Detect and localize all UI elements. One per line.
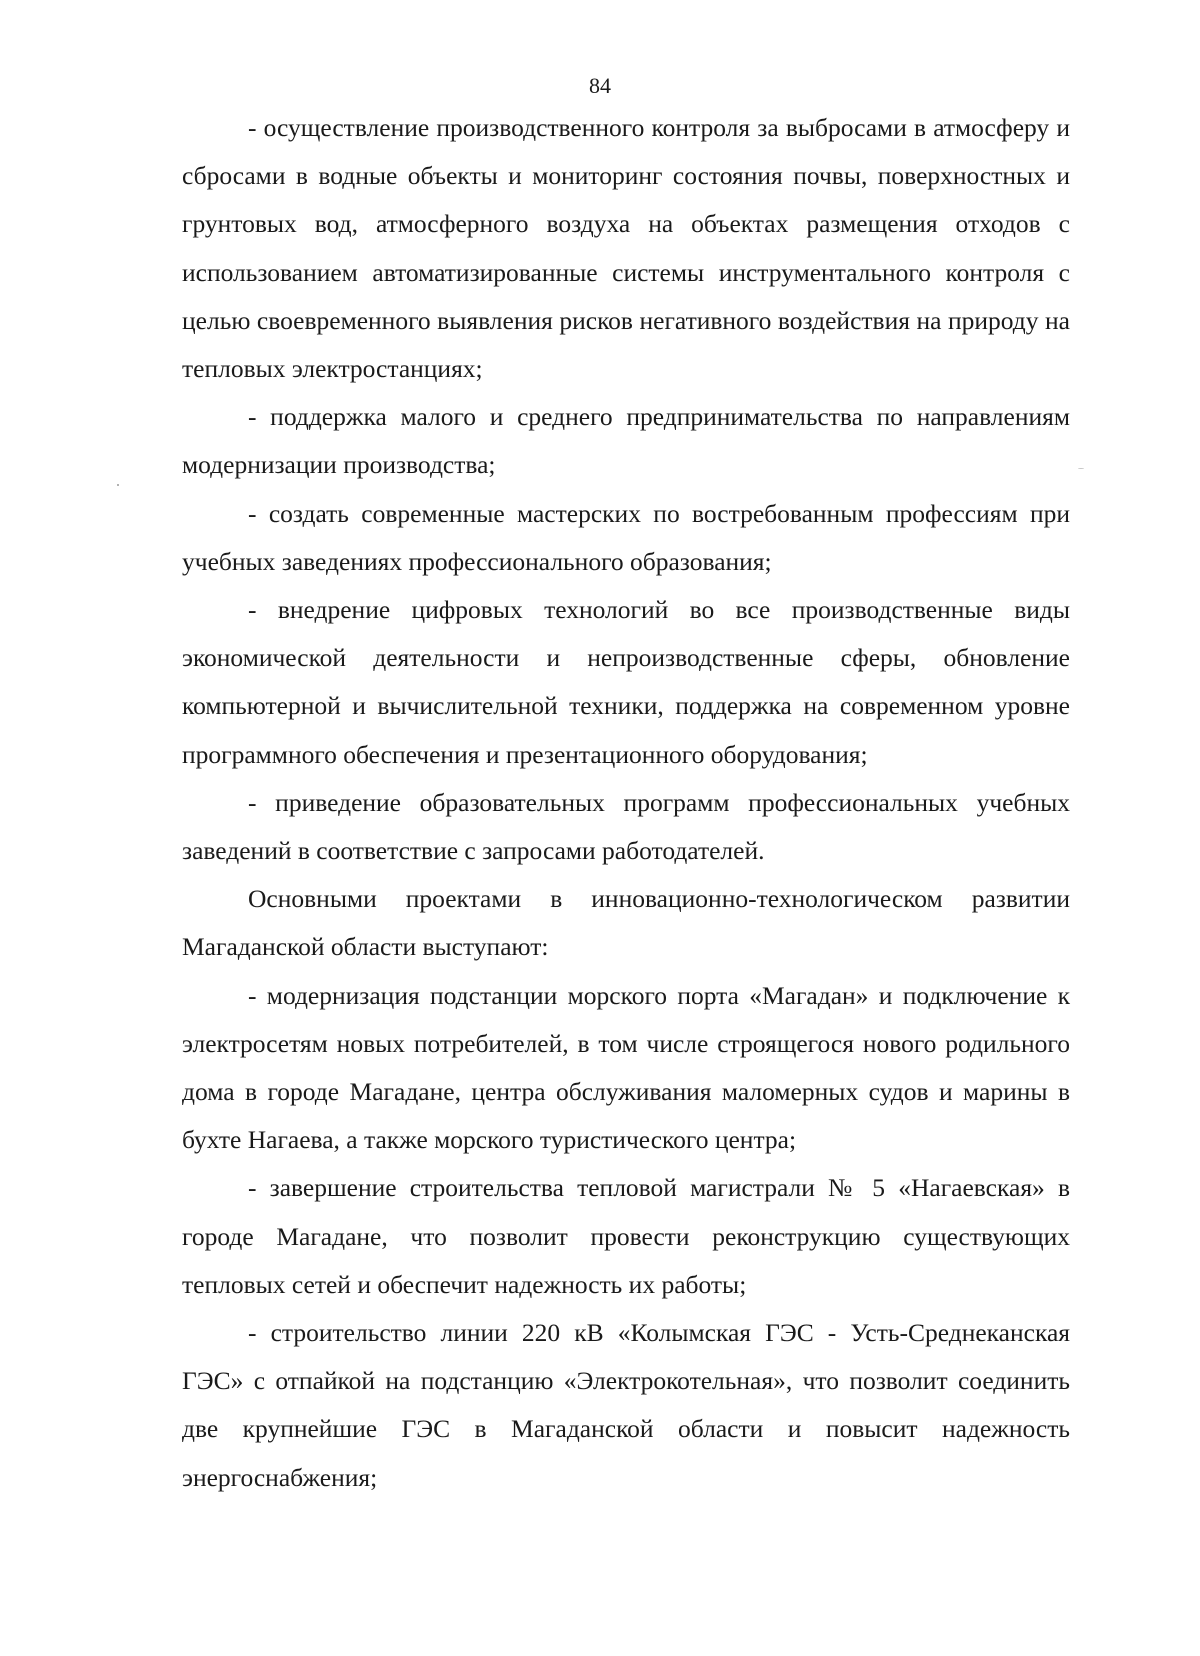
page-number: 84: [589, 73, 611, 98]
scan-speck: [117, 484, 119, 486]
paragraph-main-projects-intro: Основными проектами в инновационно-технологическом развитии Магаданской области выступают:: [182, 884, 1070, 962]
paragraph-education-programs: - приведение образовательных программ профессиональных учебных заведений в соответствие с запросами работодателей.: [182, 787, 1070, 866]
paragraph-digital-technologies: - внедрение цифровых технологий во все производственные виды экономической деятельности и непроизводственные сферы, обновление компьютерной и вычислительной техники, поддержка на современном уровне программного обеспечения и презентационного оборудования;: [182, 595, 1070, 769]
paragraph-power-line: - строительство линии 220 кВ «Колымская ГЭС - Усть-Среднеканская ГЭС» с отпайкой на подстанцию «Электрокотельная», что позволит соединить две крупнейшие ГЭС в Магаданской области и повысит надежность энергоснабжения;: [182, 1318, 1070, 1492]
paragraph-small-business-support: - поддержка малого и среднего предпринимательства по направлениям модернизации производства;: [182, 402, 1070, 480]
paragraph-production-control: - осуществление производственного контроля за выбросами в атмосферу и сбросами в водные объекты и мониторинг состояния почвы, поверхностных и грунтовых вод, атмосферного воздуха на объектах размещения отходов с использованием автоматизированные системы инструментального контроля с целью своевременного выявления рисков негативного воздействия на природу на тепловых электростанциях;: [182, 113, 1070, 384]
paragraph-workshops: - создать современные мастерских по востребованным профессиям при учебных заведениях профессионального образования;: [182, 498, 1070, 576]
paragraph-heat-main: - завершение строительства тепловой магистрали № 5 «Нагаевская» в городе Магадане, что позволит провести реконструкцию существующих тепловых сетей и обеспечит надежность их работы;: [182, 1173, 1070, 1299]
document-body: [182, 104, 1070, 1502]
paragraph-port-substation: - модернизация подстанции морского порта «Магадан» и подключение к электросетям новых потребителей, в том числе строящегося нового родильного дома в городе Магадане, центра обслуживания маломерных судов и марины в бухте Нагаева, а также морского туристического центра;: [182, 980, 1070, 1155]
scan-speck: [1078, 468, 1084, 469]
